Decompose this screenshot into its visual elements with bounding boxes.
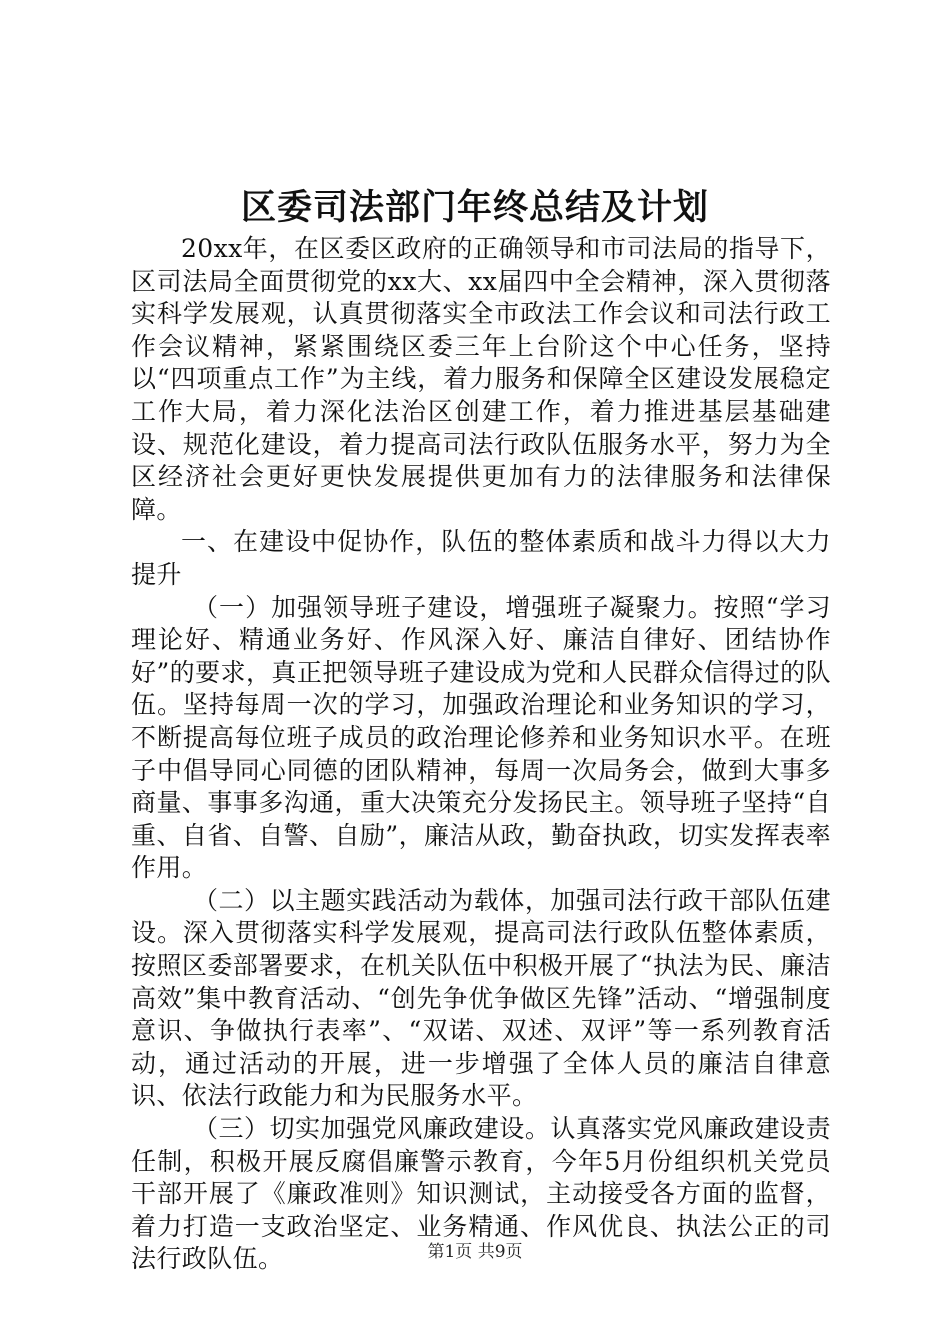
intro-paragraph: 20xx年，在区委区政府的正确领导和市司法局的指导下，区司法局全面贯彻党的xx大、xx届四中全会精神，深入贯彻落实科学发展观，认真贯彻落实全市政法工作会议和司法行政工作会议精神，紧紧围绕区委三年上台阶这个中心任务，坚持以“四项重点工作”为主线，着力服务和保障全区建设发展稳定工作大局，着力深化法治区创建工作，着力推进基层基础建设、规范化建设，着力提高司法行政队伍服务水平，努力为全区经济社会更好更快发展提供更加有力的法律服务和法律保障。 bbox=[131, 234, 831, 524]
section-heading-1: 一、在建设中促协作，队伍的整体素质和战斗力得以大力提升 bbox=[131, 527, 831, 589]
subsection-paragraph-2: （二）以主题实践活动为载体，加强司法行政干部队伍建设。深入贯彻落实科学发展观，提高司法行政队伍整体素质，按照区委部署要求，在机关队伍中积极开展了“执法为民、廉洁高效”集中教育活动、“创先争优争做区先锋”活动、“增强制度意识、争做执行表率”、“双诺、双述、双评”等一系列教育活动，通过活动的开展，进一步增强了全体人员的廉洁自律意识、依法行政能力和为民服务水平。 bbox=[131, 885, 831, 1111]
page-footer: 第1页 共9页 bbox=[427, 1242, 523, 1262]
document-title: 区委司法部门年终总结及计划 bbox=[240, 187, 709, 228]
subsection-paragraph-3: （三）切实加强党风廉政建设。认真落实党风廉政建设责任制，积极开展反腐倡廉警示教育，今年5月份组织机关党员干部开展了《廉政准则》知识测试，主动接受各方面的监督，着力打造一支政治坚定、业务精通、作风优良、执法公正的司法行政队伍。 bbox=[131, 1114, 831, 1274]
document-body bbox=[131, 233, 831, 1276]
subsection-paragraph-1: （一）加强领导班子建设，增强班子凝聚力。按照“学习理论好、精通业务好、作风深入好、廉洁自律好、团结协作好”的要求，真正把领导班子建设成为党和人民群众信得过的队伍。坚持每周一次的学习，加强政治理论和业务知识的学习，不断提高每位班子成员的政治理论修养和业务知识水平。在班子中倡导同心同德的团队精神，每周一次局务会，做到大事多商量、事事多沟通，重大决策充分发扬民主。领导班子坚持“自重、自省、自警、自励”，廉洁从政，勤奋执政，切实发挥表率作用。 bbox=[131, 592, 831, 883]
